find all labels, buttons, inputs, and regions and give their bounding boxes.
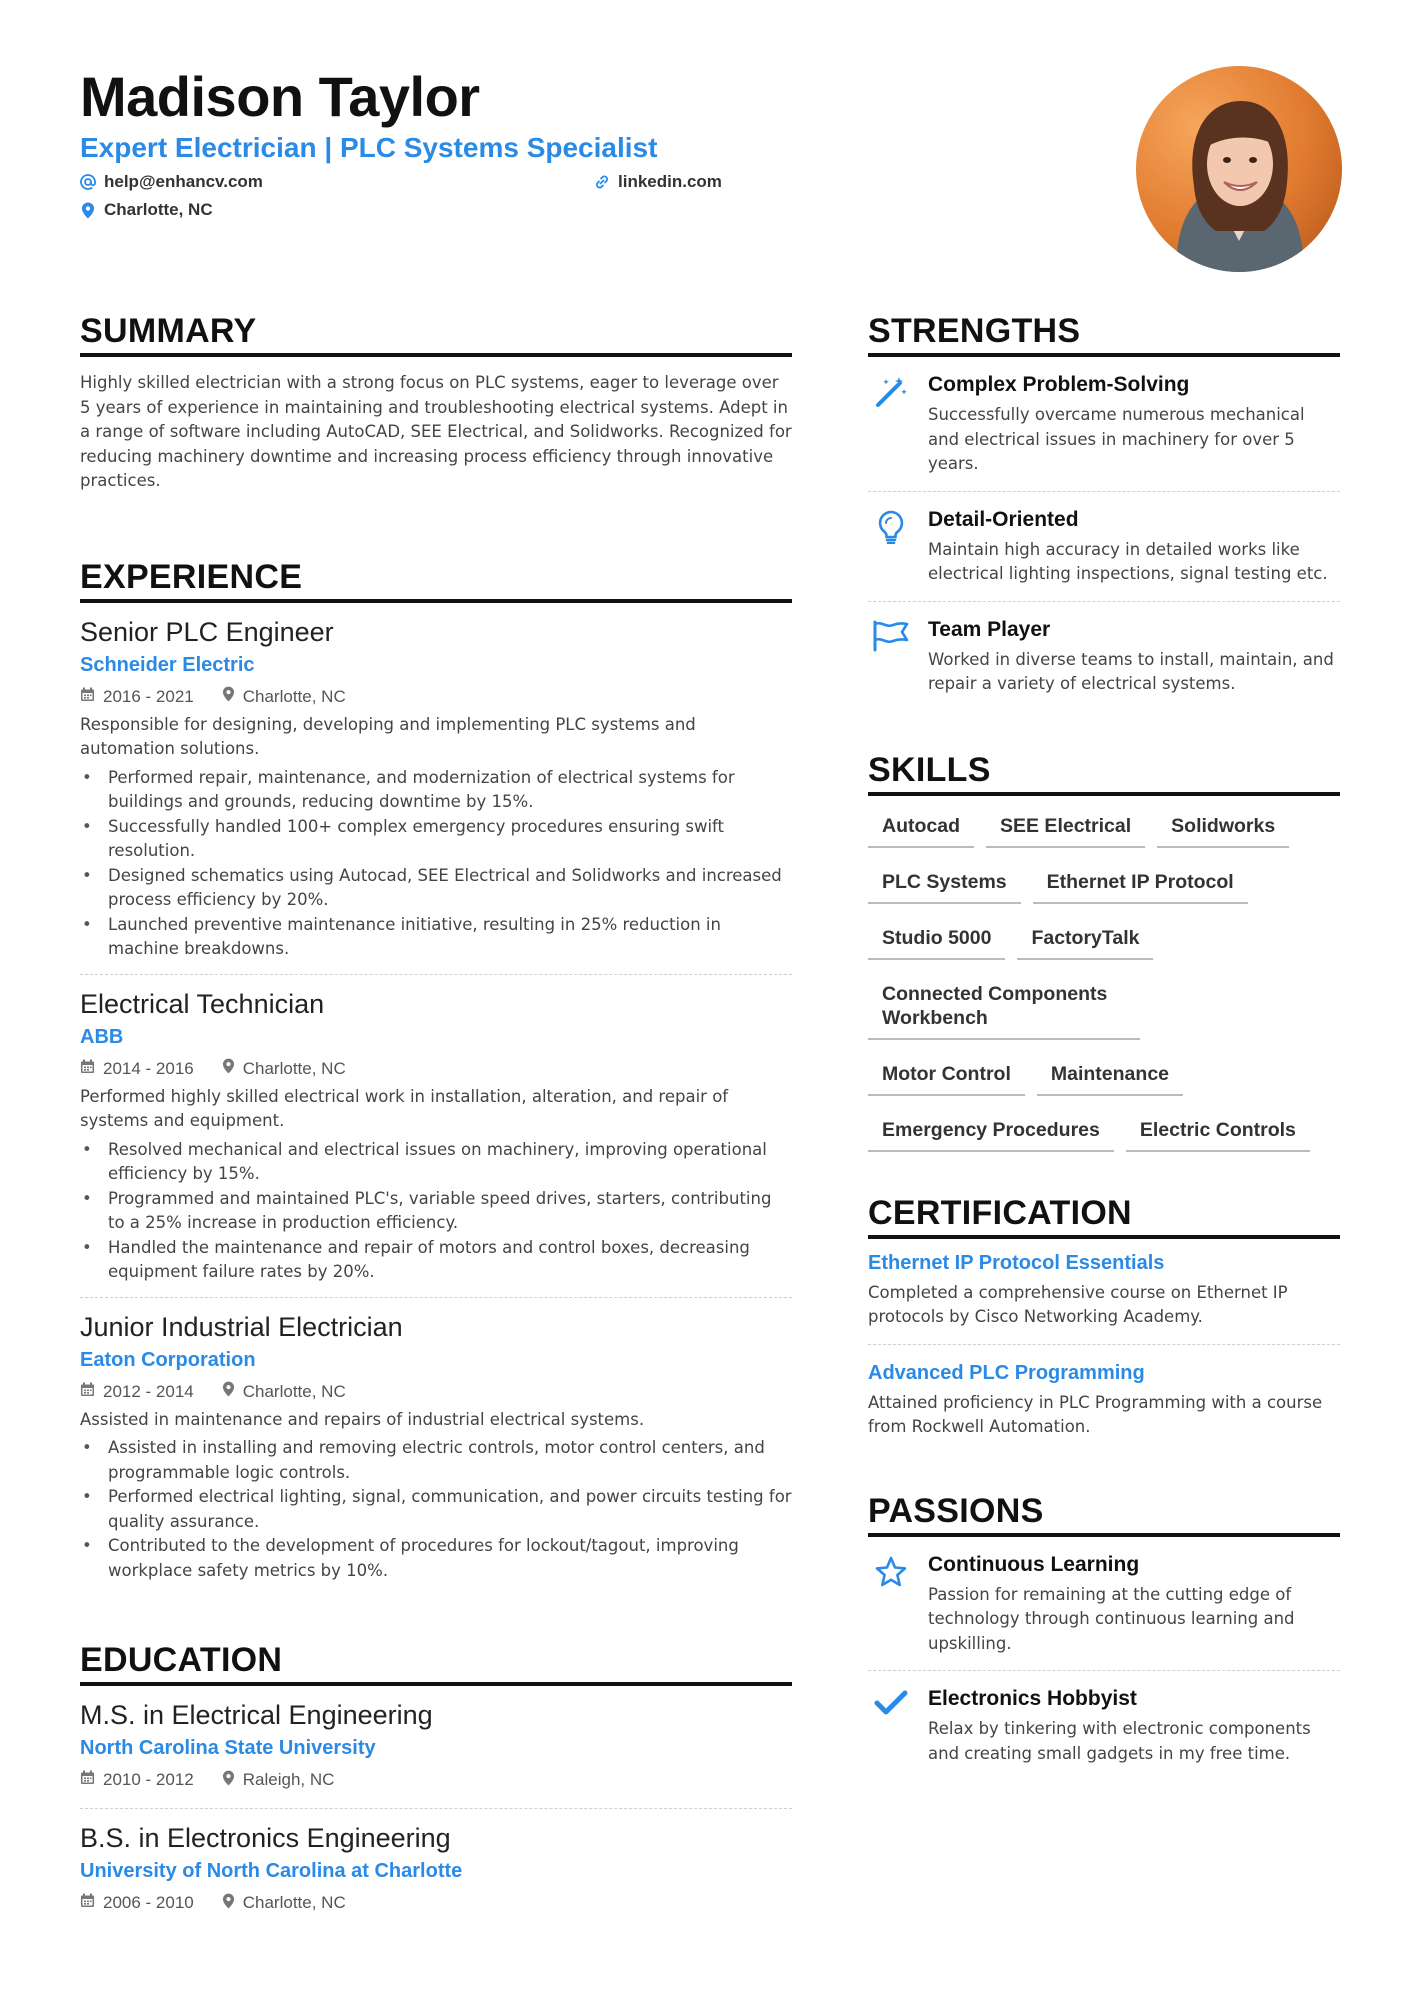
skills-heading: SKILLS xyxy=(868,751,1340,796)
job-location: Charlotte, NC xyxy=(242,1381,346,1401)
bullet-item: • Handled the maintenance and repair of motors and control boxes, decreasing equipment failure rates by 20%. xyxy=(80,1236,792,1285)
magic-wand-icon xyxy=(868,371,914,477)
summary-text: Highly skilled electrician with a strong focus on PLC systems, eager to leverage over 5 years of experience in maintaining and troubleshooting electrical systems. Adept in a range of software including AutoCAD, SEE Electrical, and Solidworks. Recognized for reducing machinery downtime and increasing process efficiency through innovative practices. xyxy=(80,373,792,491)
skill-tag: PLC Systems xyxy=(868,866,1021,904)
job-dates: 2014 - 2016 xyxy=(103,1058,194,1078)
job-company[interactable]: ABB xyxy=(80,1025,124,1048)
map-pin-icon xyxy=(222,1893,235,1914)
email-text: help@enhancv.com xyxy=(104,172,263,191)
candidate-name: Madison Taylor xyxy=(80,65,480,128)
job-location: Charlotte, NC xyxy=(242,1058,346,1078)
bullet-item: • Designed schematics using Autocad, SEE Electrical and Solidworks and increased process efficiency by 20%. xyxy=(80,864,792,913)
email-contact[interactable] xyxy=(80,172,263,192)
location-text: Charlotte, NC xyxy=(104,200,213,219)
linkedin-contact[interactable] xyxy=(594,172,722,192)
job-company[interactable]: Eaton Corporation xyxy=(80,1348,256,1371)
education-dates: 2010 - 2012 xyxy=(103,1770,194,1790)
school[interactable]: North Carolina State University xyxy=(80,1737,376,1760)
candidate-title: Expert Electrician | PLC Systems Specialist xyxy=(80,132,658,163)
profile-photo xyxy=(1136,66,1342,272)
passion-desc: Passion for remaining at the cutting edge of technology through continuous learning and upskilling. xyxy=(928,1584,1295,1653)
skill-tag: Maintenance xyxy=(1037,1058,1183,1096)
at-icon xyxy=(80,174,96,190)
calendar-icon xyxy=(80,1770,95,1790)
strength-item xyxy=(868,357,1340,492)
location-contact xyxy=(80,200,213,220)
star-icon xyxy=(868,1551,914,1657)
passion-item xyxy=(868,1537,1340,1672)
flag-icon xyxy=(868,616,914,697)
job-dates: 2012 - 2014 xyxy=(103,1381,194,1401)
divider xyxy=(80,1297,792,1298)
skill-tag: Ethernet IP Protocol xyxy=(1033,866,1248,904)
job-role: Senior PLC Engineer xyxy=(80,616,334,647)
divider xyxy=(80,974,792,975)
experience-entry xyxy=(80,615,792,975)
bullet-item: • Launched preventive maintenance initiative, resulting in 25% reduction in machine breakdowns. xyxy=(80,913,792,962)
education-entry xyxy=(80,1698,792,1809)
map-pin-icon xyxy=(222,1770,235,1791)
job-description: Performed highly skilled electrical work in installation, alteration, and repair of systems and equipment. xyxy=(80,1086,729,1131)
map-pin-icon xyxy=(222,1381,235,1402)
checkmark-icon xyxy=(868,1685,914,1766)
bullet-item: • Resolved mechanical and electrical issues on machinery, improving operational efficiency by 15%. xyxy=(80,1138,792,1187)
education-location: Raleigh, NC xyxy=(242,1770,335,1790)
job-meta xyxy=(80,1057,792,1081)
skill-tag: Studio 5000 xyxy=(868,922,1005,960)
experience-entry xyxy=(80,987,792,1298)
certification-item xyxy=(868,1345,1340,1454)
passion-title: Electronics Hobbyist xyxy=(928,1687,1137,1711)
skill-tag: Motor Control xyxy=(868,1058,1025,1096)
calendar-icon xyxy=(80,1893,95,1913)
map-pin-icon xyxy=(222,1058,235,1079)
calendar-icon xyxy=(80,687,95,707)
skill-tag: Solidworks xyxy=(1157,810,1289,848)
certification-desc: Completed a comprehensive course on Ethernet IP protocols by Cisco Networking Academy. xyxy=(868,1282,1288,1327)
strength-desc: Maintain high accuracy in detailed works like electrical lighting inspections, signal testing etc. xyxy=(928,539,1328,584)
left-column xyxy=(80,300,792,1915)
skill-tag: Emergency Procedures xyxy=(868,1114,1114,1152)
bullet-item: • Contributed to the development of procedures for lockout/tagout, improving workplace safety metrics by 10%. xyxy=(80,1534,792,1583)
skill-tag: Autocad xyxy=(868,810,974,848)
education-dates: 2006 - 2010 xyxy=(103,1893,194,1913)
degree: B.S. in Electronics Engineering xyxy=(80,1823,451,1854)
certification-desc: Attained proficiency in PLC Programming with a course from Rockwell Automation. xyxy=(868,1392,1323,1437)
skill-tag: FactoryTalk xyxy=(1017,922,1153,960)
school[interactable]: University of North Carolina at Charlotte xyxy=(80,1860,463,1883)
experience-heading: EXPERIENCE xyxy=(80,558,792,603)
job-description: Assisted in maintenance and repairs of industrial electrical systems. xyxy=(80,1409,645,1429)
certification-title: Ethernet IP Protocol Essentials xyxy=(868,1251,1165,1274)
calendar-icon xyxy=(80,1059,95,1079)
education-meta xyxy=(80,1891,792,1915)
linkedin-text: linkedin.com xyxy=(618,172,722,191)
strengths-heading: STRENGTHS xyxy=(868,312,1340,357)
passion-desc: Relax by tinkering with electronic components and creating small gadgets in my free time. xyxy=(928,1719,1311,1763)
right-column xyxy=(868,300,1340,1780)
job-role: Junior Industrial Electrician xyxy=(80,1311,403,1342)
bullet-item: • Successfully handled 100+ complex emergency procedures ensuring swift resolution. xyxy=(80,815,792,864)
skill-tag: Connected Components Workbench xyxy=(868,978,1140,1040)
certification-heading: CERTIFICATION xyxy=(868,1194,1340,1239)
job-bullets xyxy=(80,1138,792,1285)
passions-heading: PASSIONS xyxy=(868,1492,1340,1537)
job-location: Charlotte, NC xyxy=(242,686,346,706)
skills-list xyxy=(868,810,1340,1170)
experience-entry xyxy=(80,1310,792,1584)
link-icon xyxy=(594,174,610,190)
job-dates: 2016 - 2021 xyxy=(103,686,194,706)
map-pin-icon xyxy=(222,686,235,707)
bullet-item: • Performed repair, maintenance, and modernization of electrical systems for buildings and grounds, reducing downtime by 15%. xyxy=(80,766,792,815)
strength-title: Team Player xyxy=(928,617,1051,641)
job-meta xyxy=(80,1380,792,1404)
skill-tag: Electric Controls xyxy=(1126,1114,1310,1152)
job-company[interactable]: Schneider Electric xyxy=(80,653,255,676)
education-meta xyxy=(80,1768,792,1792)
map-pin-icon xyxy=(80,202,96,218)
skill-tag: SEE Electrical xyxy=(986,810,1145,848)
job-description: Responsible for designing, developing and implementing PLC systems and automation solutions. xyxy=(80,714,696,759)
divider xyxy=(80,1808,792,1809)
certification-item xyxy=(868,1239,1340,1345)
job-bullets xyxy=(80,766,792,962)
certification-title: Advanced PLC Programming xyxy=(868,1361,1145,1384)
education-entry xyxy=(80,1821,792,1915)
degree: M.S. in Electrical Engineering xyxy=(80,1700,433,1731)
bullet-item: • Performed electrical lighting, signal, communication, and power circuits testing for quality assurance. xyxy=(80,1485,792,1534)
job-role: Electrical Technician xyxy=(80,988,325,1019)
bullet-item: • Assisted in installing and removing electric controls, motor control centers, and programmable logic controls. xyxy=(80,1436,792,1485)
lightbulb-icon xyxy=(868,506,914,587)
summary-heading: SUMMARY xyxy=(80,312,792,357)
education-heading: EDUCATION xyxy=(80,1641,792,1686)
education-location: Charlotte, NC xyxy=(242,1893,346,1913)
strength-item xyxy=(868,492,1340,602)
strength-desc: Worked in diverse teams to install, maintain, and repair a variety of electrical systems. xyxy=(928,649,1334,694)
strength-item xyxy=(868,602,1340,711)
job-bullets xyxy=(80,1436,792,1583)
job-meta xyxy=(80,685,792,709)
calendar-icon xyxy=(80,1382,95,1402)
passion-item xyxy=(868,1671,1340,1780)
strength-title: Complex Problem-Solving xyxy=(928,373,1190,397)
strength-title: Detail-Oriented xyxy=(928,507,1079,531)
strength-desc: Successfully overcame numerous mechanical and electrical issues in machinery for over 5 years. xyxy=(928,405,1305,474)
bullet-item: • Programmed and maintained PLC's, variable speed drives, starters, contributing to a 25% increase in production efficiency. xyxy=(80,1187,792,1236)
passion-title: Continuous Learning xyxy=(928,1552,1140,1576)
